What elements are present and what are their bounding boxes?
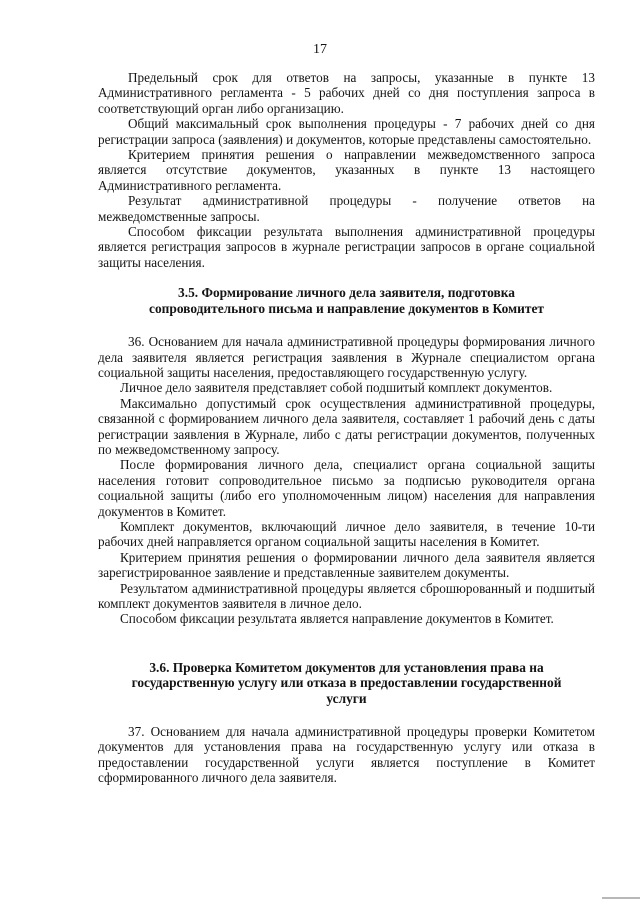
paragraph: После формирования личного дела, специалист органа социальной защиты населения готовит сопроводительное письмо за подписью руководителя органа социальной защиты (либо его уполномоченным лицом) населения для направления документов в Комитет. (98, 457, 595, 519)
paragraph: Комплект документов, включающий личное дело заявителя, в течение 10-ти рабочих дней направляется органом социальной защиты населения в Комитет. (98, 518, 595, 550)
paragraph: Личное дело заявителя представляет собой подшитый комплект документов. (120, 380, 553, 396)
heading-line: 3.6. Проверка Комитетом документов для установления права на (149, 659, 544, 675)
heading-line: государственную услугу или отказа в предоставлении государственной (131, 675, 562, 691)
paragraph: Способом фиксации результата выполнения административной процедуры является регистрация запросов в журнале регистрации запросов в органе социальной защиты населения. (98, 224, 595, 270)
heading-line: 3.5. Формирование личного дела заявителя, подготовка (178, 285, 515, 301)
section-heading-3-6 (98, 660, 595, 706)
heading-line: услуги (326, 690, 367, 706)
paragraph: Результатом административной процедуры является сброшюрованный и подшитый комплект документов заявителя в личное дело. (98, 580, 595, 611)
page-number: 17 (313, 42, 327, 57)
paragraph: Предельный срок для ответов на запросы, указанные в пункте 13 Административного регламента - 5 рабочих дней со дня поступления запроса в соответствующий орган либо организацию. (98, 70, 595, 116)
paragraph: Максимально допустимый срок осуществления административной процедуры, связанной с формированием личного дела заявителя, составляет 1 рабочий день с даты регистрации заявления в Журнале, либо с даты регистрации документов, полученных по межведомственному запросу. (98, 395, 595, 457)
paragraph: Критерием принятия решения о направлении межведомственного запроса является отсутствие документов, указанных в пункте 13 настоящего Административного регламента. (98, 147, 595, 193)
paragraph: Общий максимальный срок выполнения процедуры - 7 рабочих дней со дня регистрации запроса (заявления) и документов, которые представлены самостоятельно. (98, 116, 595, 147)
section-heading-3-5 (98, 285, 595, 316)
document-body (98, 70, 595, 786)
heading-line: сопроводительного письма и направление документов в Комитет (149, 300, 544, 316)
paragraph: Результат административной процедуры - получение ответов на межведомственные запросы. (98, 193, 595, 224)
paragraph: 37. Основанием для начала административной процедуры проверки Комитетом документов для установления права на государственную услугу или отказа в предоставлении государственной услуги является поступление в Комитет сформированного личного дела заявителя. (98, 724, 595, 786)
paragraph: 36. Основанием для начала административной процедуры формирования личного дела заявителя является регистрация заявления в Журнале специалистом органа социальной защиты населения, предоставляющего государственную услугу. (98, 334, 595, 380)
scan-edge-mark (602, 897, 640, 899)
paragraph: Способом фиксации результата является направление документов в Комитет. (120, 611, 554, 627)
paragraph: Критерием принятия решения о формировании личного дела заявителя является зарегистрированное заявление и представленные заявителем документы. (98, 549, 595, 581)
